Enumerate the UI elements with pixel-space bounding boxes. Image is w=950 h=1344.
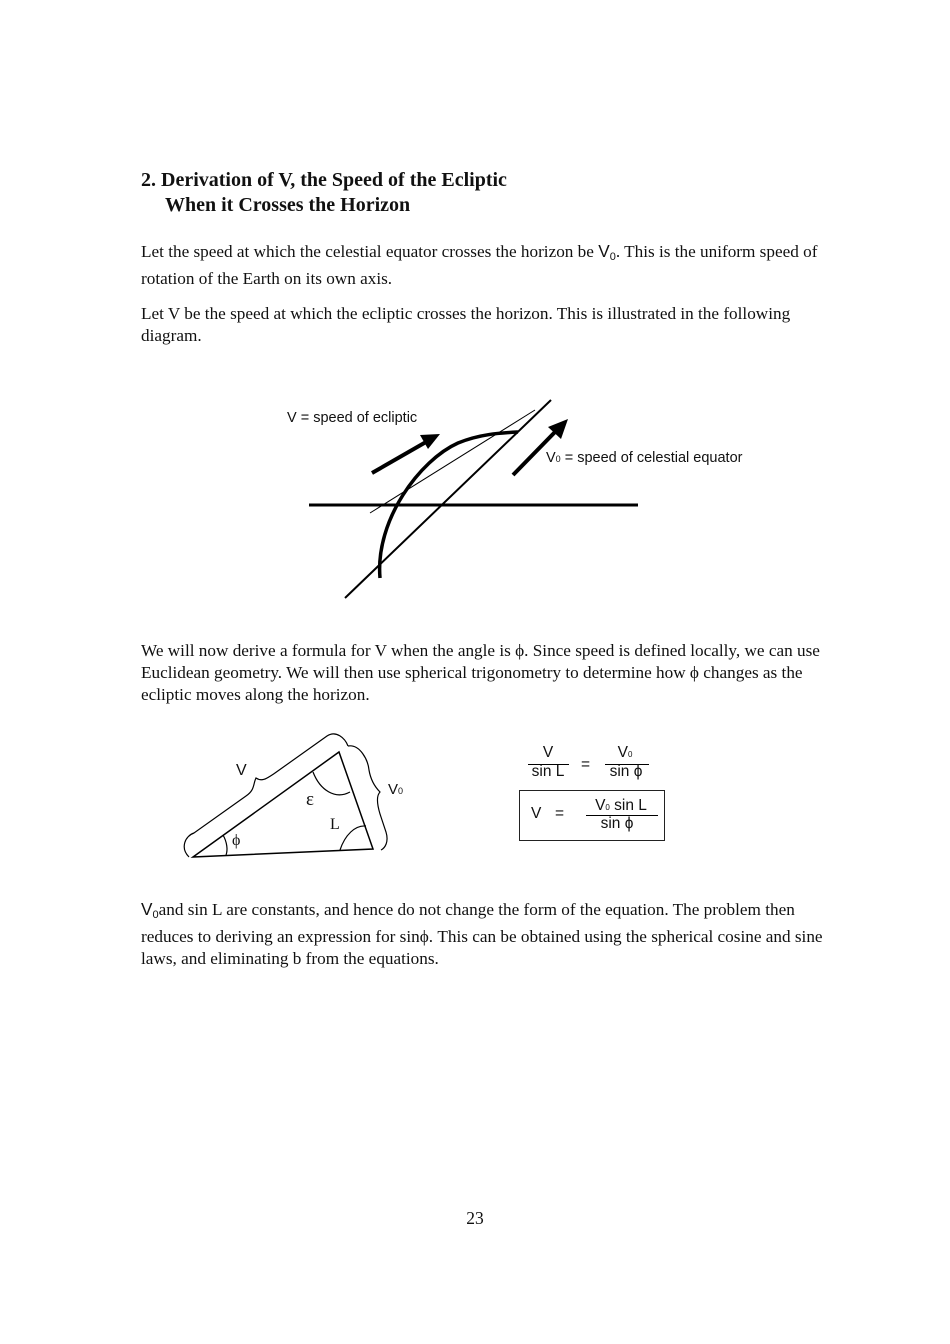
p4-v0-symbol: V — [141, 899, 153, 919]
eq1-num-left: V — [542, 744, 554, 761]
ecliptic-speed-arrow — [372, 442, 426, 473]
eq1-num-right — [605, 744, 645, 762]
eq2-equals: = — [555, 805, 565, 822]
triangle-label-v0 — [388, 781, 403, 798]
page-number: 23 — [466, 1208, 484, 1228]
eq2-v0-symbol: V — [595, 797, 606, 814]
paragraph-2: Let V be the speed at which the ecliptic crosses the horizon. This is illustrated in the following diagram. — [141, 304, 791, 345]
label-v-ecliptic: V = speed of ecliptic — [287, 410, 418, 426]
angle-arc-phi — [223, 835, 227, 855]
section-title-line1: 2. Derivation of V, the Speed of the Ecliptic — [141, 169, 507, 191]
p4-text: and sin L are constants, and hence do not change the form of the equation. The problem then reduces to deriving an expression for sinϕ. This can be obtained using the spherical cosine and sine laws, and eliminating b from the equations. — [141, 900, 823, 968]
eq1-equals: = — [581, 756, 591, 773]
paragraph-3: We will now derive a formula for V when the angle is ϕ. Since speed is defined locally, we can use Euclidean geometry. We will then use spherical trigonometry to determine how ϕ changes as the ecliptic moves along the horizon. — [141, 641, 820, 704]
label-v0-text: = speed of celestial equator — [560, 450, 743, 466]
eq2-num-text: sin L — [609, 797, 647, 814]
eq2-numerator — [584, 797, 658, 815]
eq1-v0-symbol: V — [617, 744, 628, 761]
paragraph-4 — [141, 898, 831, 970]
eq2-lhs: V — [531, 805, 542, 822]
triangle-diagram — [184, 734, 387, 857]
triangle-label-L: L — [330, 816, 340, 833]
celestial-equator-line — [345, 400, 551, 598]
eq1-den-left: sin L — [531, 763, 565, 780]
triangle-label-phi: ϕ — [232, 832, 241, 849]
p1-text-a: Let the speed at which the celestial equator crosses the horizon be — [141, 242, 599, 261]
p1-text-b: . This is the uniform speed of rotation of the Earth on its own axis. — [141, 242, 818, 288]
eq1-den-right: sin ϕ — [609, 763, 643, 780]
triangle-v0-symbol: V — [388, 781, 399, 798]
brace-v — [184, 734, 348, 857]
triangle-v0-subscript: 0 — [398, 786, 404, 796]
label-v0-symbol: V — [546, 450, 556, 466]
p1-v0-subscript: 0 — [609, 251, 616, 263]
section-title-line2: When it Crosses the Horizon — [165, 194, 411, 216]
p4-v0-subscript: 0 — [152, 909, 159, 921]
eq1-v0-subscript: 0 — [627, 750, 633, 759]
eq2-v0-subscript: 0 — [605, 803, 610, 812]
eq2-denominator: sin ϕ — [600, 815, 634, 832]
label-v0-equator — [546, 450, 742, 466]
speed-diagram — [309, 400, 638, 598]
p1-v0-symbol: V — [598, 241, 610, 261]
angle-arc-epsilon — [313, 772, 350, 795]
triangle-label-v: V — [236, 762, 247, 779]
triangle-label-epsilon: ε — [306, 789, 314, 810]
label-v0-subscript: 0 — [555, 454, 561, 464]
angle-arc-L — [340, 826, 366, 850]
